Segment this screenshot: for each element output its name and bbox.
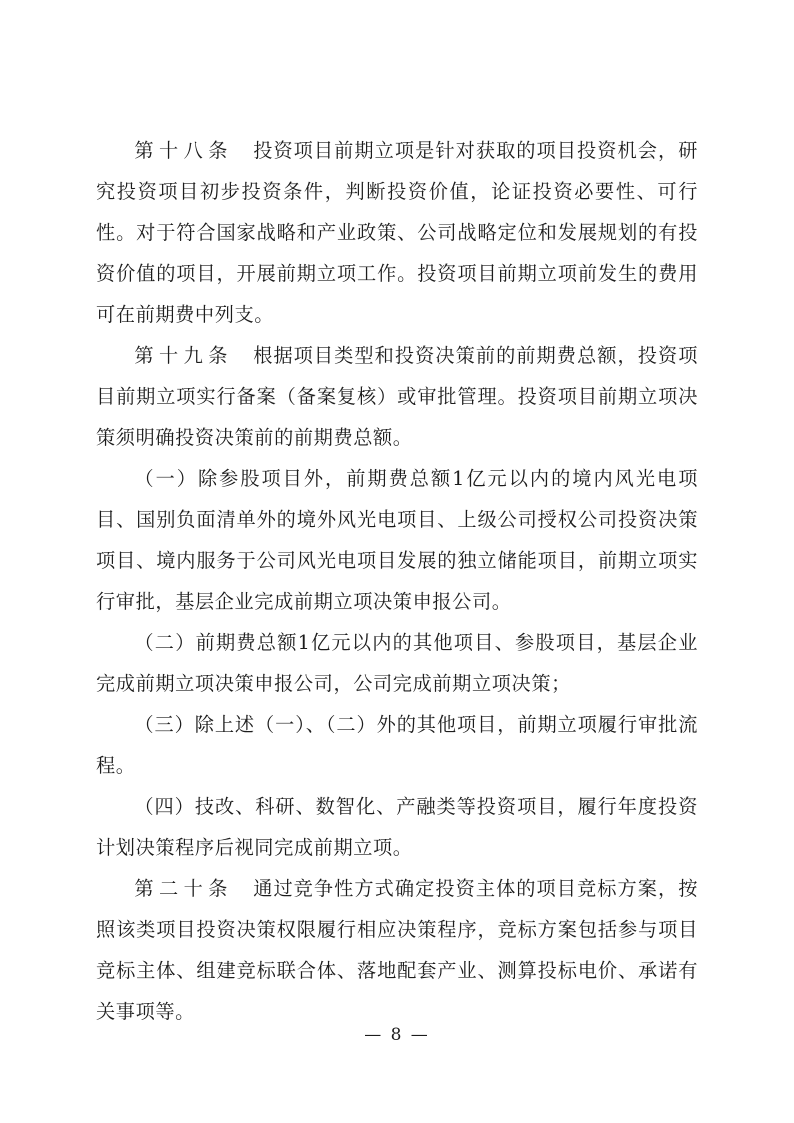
paragraph-item-4 [96, 786, 698, 868]
page-footer: — 8 — [364, 1025, 430, 1045]
paragraph-text: （二）前期费总额1亿元以内的其他项目、参股项目，基层企业完成前期立项决策申报公司，公司完成前期立项决策； [96, 631, 698, 695]
paragraph-text: 通过竞争性方式确定投资主体的项目竞标方案，按照该类项目投资决策权限履行相应决策程序，竞标方案包括参与项目竞标主体、组建竞标联合体、落地配套产业、测算投标电价、承诺有关事项等。 [96, 877, 699, 1023]
paragraph-text: 根据项目类型和投资决策前的前期费总额，投资项目前期立项实行备案（备案复核）或审批管理。投资项目前期立项决策须明确投资决策前的前期费总额。 [96, 344, 699, 449]
article-heading: 第十九条 [134, 344, 233, 367]
paragraph-text: （四）技改、科研、数智化、产融类等投资项目，履行年度投资计划决策程序后视同完成前期立项。 [96, 795, 698, 859]
document-body [96, 130, 698, 1032]
paragraph-text: （三）除上述（一）、（二）外的其他项目，前期立项履行审批流程。 [96, 713, 698, 777]
paragraph-text: 投资项目前期立项是针对获取的项目投资机会，研究投资项目初步投资条件，判断投资价值，论证投资必要性、可行性。对于符合国家战略和产业政策、公司战略定位和发展规划的有投资价值的项目，开展前期立项工作。投资项目前期立项前发生的费用可在前期费中列支。 [96, 139, 699, 326]
paragraph-item-1 [96, 458, 698, 622]
paragraph-article-19 [96, 335, 698, 458]
paragraph-article-18 [96, 130, 698, 335]
paragraph-item-3 [96, 704, 698, 786]
paragraph-article-20 [96, 868, 698, 1032]
article-heading: 第二十条 [134, 877, 233, 900]
paragraph-text: （一）除参股项目外，前期费总额1亿元以内的境内风光电项目、国别负面清单外的境外风光电项目、上级公司授权公司投资决策项目、境内服务于公司风光电项目发展的独立储能项目，前期立项实行审批，基层企业完成前期立项决策申报公司。 [96, 467, 698, 613]
article-heading: 第十八条 [134, 139, 233, 162]
paragraph-item-2 [96, 622, 698, 704]
